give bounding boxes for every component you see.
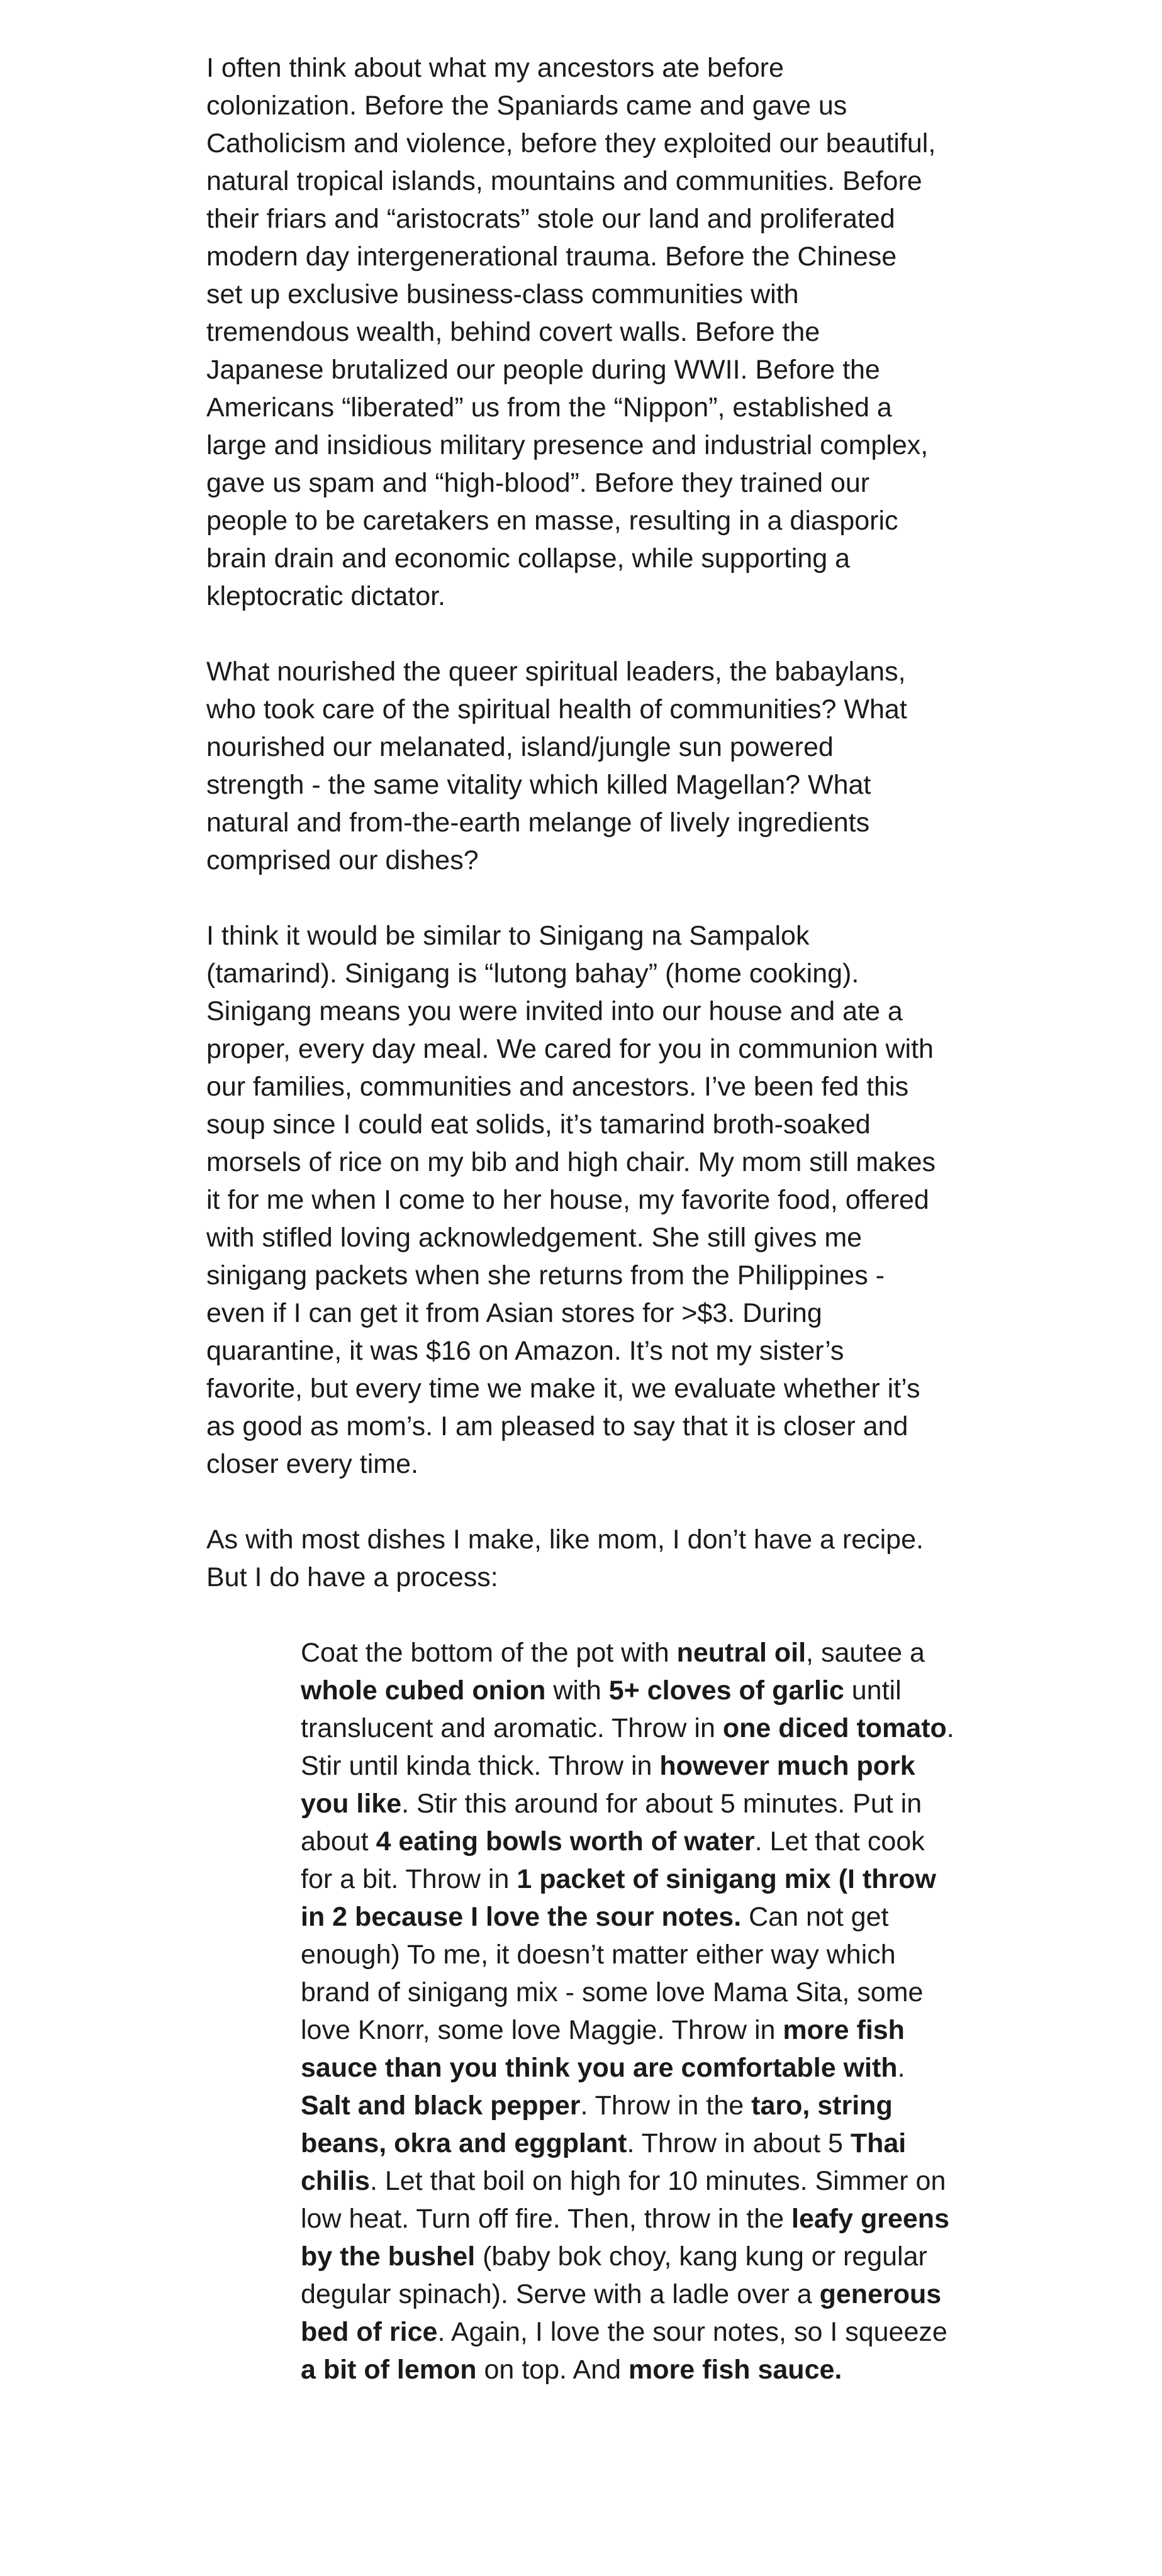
recipe-text: Can not get enough) To me, it doesn’t matter either way which brand of sinigang mix - some love Mama Sita, some love Knorr, some love Maggie. Throw in (301, 1902, 924, 2045)
recipe-text: Coat the bottom of the pot with (301, 1638, 677, 1668)
recipe-ingredient-bold: generous bed of rice (301, 2279, 942, 2347)
recipe-ingredient-bold: one diced tomato (722, 1713, 947, 1743)
recipe-ingredient-bold: however much pork you like (301, 1751, 915, 1819)
recipe-text: . (897, 2053, 905, 2083)
recipe-text: . Throw in about 5 (627, 2128, 851, 2158)
paragraph-ancestors: I often think about what my ancestors ate before colonization. Before the Spaniards came and gave us Catholicism and violence, before they exploited our beautiful, natural tropical islands, mountains and communities. Before their friars and “aristocrats” stole our land and proliferated modern day intergenerational trauma. Before the Chinese set up exclusive business-class communities with tremendous wealth, behind covert walls. Before the Japanese brutalized our people during WWII. Before the Americans “liberated” us from the “Nippon”, established a large and insidious military presence and industrial complex, gave us spam and “high-blood”. Before they trained our people to be caretakers en masse, resulting in a diasporic brain drain and economic collapse, while supporting a kleptocratic dictator. (206, 53, 936, 611)
paragraph-process-intro: As with most dishes I make, like mom, I don’t have a recipe. But I do have a process: (206, 1524, 924, 1592)
paragraph-nourishment: What nourished the queer spiritual leaders, the babaylans, who took care of the spiritual health of communities? What nourished our melanated, island/jungle sun powered strength - the same vitality which killed Magellan? What natural and from-the-earth melange of lively ingredients comprised our dishes? (206, 657, 907, 875)
recipe-ingredient-bold: more fish sauce. (628, 2355, 842, 2385)
document-body (206, 49, 954, 2389)
recipe-ingredient-bold: Thai chilis (301, 2128, 907, 2196)
recipe-ingredient-bold: Salt and black pepper (301, 2090, 581, 2121)
recipe-text: with (545, 1675, 609, 1706)
recipe-text: until translucent and aromatic. Throw in (301, 1675, 902, 1743)
recipe-ingredient-bold: leafy greens by the bushel (301, 2204, 949, 2272)
recipe-text: . Stir this around for about 5 minutes. Put in about (301, 1789, 922, 1857)
recipe-text: on top. And (476, 2355, 628, 2385)
recipe-text: . Let that cook for a bit. Throw in (301, 1826, 925, 1894)
recipe-text: . Throw in the (580, 2090, 752, 2121)
paragraph-sinigang: I think it would be similar to Sinigang na Sampalok (tamarind). Sinigang is “lutong bahay” (home cooking). Sinigang means you were invited into our house and ate a proper, every day meal. We cared for you in communion with our families, communities and ancestors. I’ve been fed this soup since I could eat solids, it’s tamarind broth-soaked morsels of rice on my bib and high chair. My mom still makes it for me when I come to her house, my favorite food, offered with stifled loving acknowledgement. She still gives me sinigang packets when she returns from the Philippines - even if I can get it from Asian stores for >$3. During quarantine, it was $16 on Amazon. It’s not my sister’s favorite, but every time we make it, we evaluate whether it’s as good as mom’s. I am pleased to say that it is closer and closer every time. (206, 921, 936, 1479)
recipe-ingredient-bold: 5+ cloves of garlic (608, 1675, 844, 1706)
recipe-text: (baby bok choy, kang kung or regular degular spinach). Serve with a ladle over a (301, 2241, 927, 2309)
recipe-blockquote (301, 1634, 955, 2389)
recipe-text: . Stir until kinda thick. Throw in (301, 1713, 954, 1781)
recipe-text: . Let that boil on high for 10 minutes. Simmer on low heat. Turn off fire. Then, throw in the (301, 2166, 946, 2234)
recipe-ingredient-bold: taro, string beans, okra and eggplant (301, 2090, 893, 2158)
recipe-ingredient-bold: 4 eating bowls worth of water (376, 1826, 755, 1857)
recipe-ingredient-bold: 1 packet of sinigang mix (I throw in 2 because I love the sour notes. (301, 1864, 936, 1932)
recipe-ingredient-bold: neutral oil (676, 1638, 807, 1668)
recipe-ingredient-bold: more fish sauce than you think you are comfortable with (301, 2015, 905, 2083)
recipe-text: , sautee a (806, 1638, 925, 1668)
recipe-ingredient-bold: whole cubed onion (301, 1675, 546, 1706)
recipe-text: . Again, I love the sour notes, so I squeeze (437, 2317, 947, 2347)
recipe-ingredient-bold: a bit of lemon (301, 2355, 477, 2385)
